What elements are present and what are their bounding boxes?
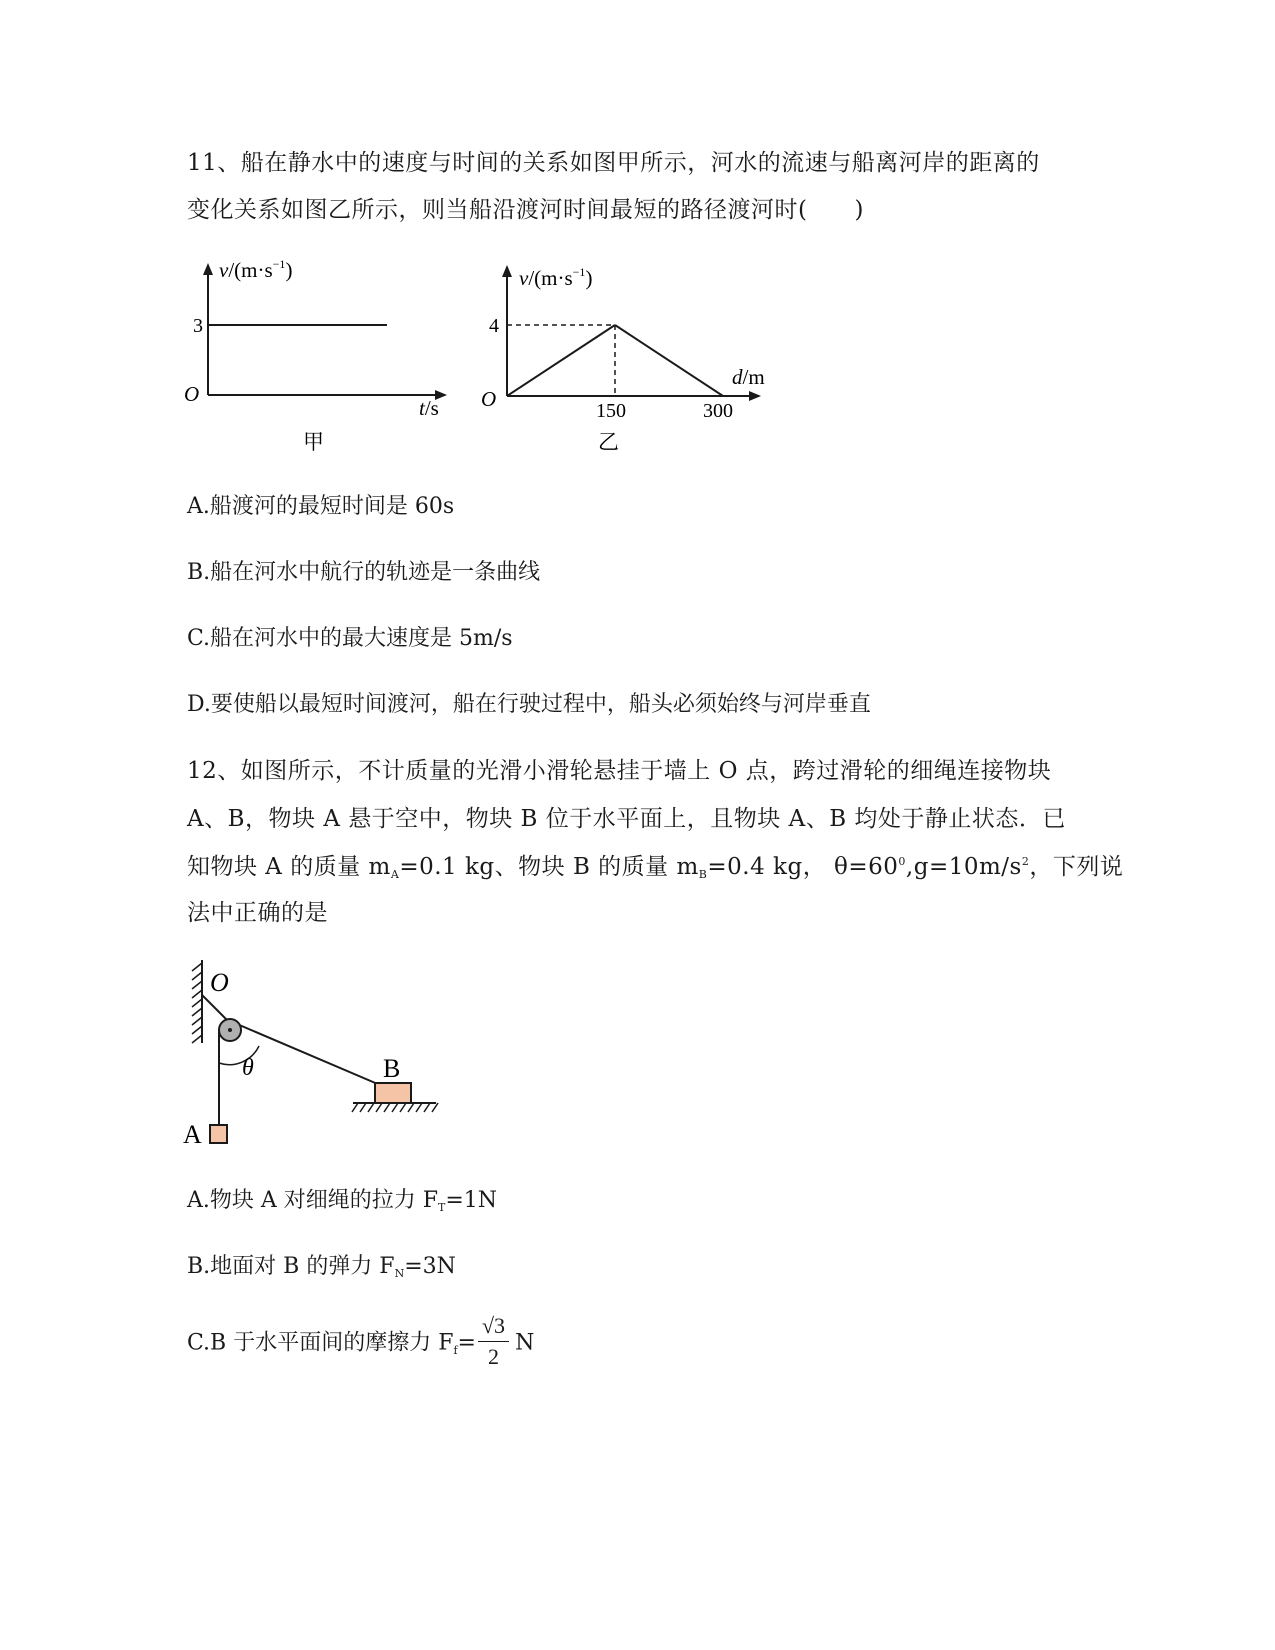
yi-x-tick-150: 150 bbox=[596, 400, 626, 422]
jia-y-label: $v/(m\cdot s^{-1})$ bbox=[219, 257, 293, 282]
yi-origin: O bbox=[481, 387, 497, 411]
yi-caption: 乙 bbox=[598, 430, 619, 454]
block-a-label: A bbox=[183, 1120, 202, 1149]
yi-rise-line bbox=[507, 325, 615, 396]
block-b-label: B bbox=[383, 1054, 401, 1083]
jia-x-label: t/s bbox=[419, 396, 439, 420]
pulley-axle bbox=[228, 1028, 232, 1032]
graph-yi bbox=[481, 265, 765, 454]
yi-x-label: d/m bbox=[732, 365, 765, 389]
block-b bbox=[375, 1083, 411, 1103]
jia-caption: 甲 bbox=[303, 430, 324, 454]
jia-y-tick-3: 3 bbox=[193, 315, 203, 337]
yi-x-tick-300: 300 bbox=[703, 400, 733, 422]
q11-figures bbox=[175, 255, 975, 465]
q12-stem-line4: 法中正确的是 bbox=[187, 900, 328, 926]
q11-stem-line1: 11、船在静水中的速度与时间的关系如图甲所示，河水的流速与船离河岸的距离的 bbox=[187, 150, 1040, 176]
q11-option-a: A.船渡河的最短时间是 60s bbox=[187, 494, 455, 519]
ground-hatching bbox=[352, 1103, 438, 1112]
fraction-sqrt3-over-2: $\frac{√3}{2}$ bbox=[478, 1313, 509, 1370]
q12-stem-line2: A、B，物块 A 悬于空中，物块 B 位于水平面上，且物块 A、B 均处于静止状态．已 bbox=[187, 806, 1066, 832]
q11-stem-line2: 变化关系如图乙所示，则当船沿渡河时间最短的路径渡河时( ) bbox=[187, 197, 864, 223]
wall-hatching bbox=[192, 963, 202, 1043]
q12-pulley-figure bbox=[180, 955, 460, 1155]
yi-y-label: $v/(m\cdot s^{-1})$ bbox=[519, 265, 593, 290]
point-o-label: O bbox=[210, 968, 229, 997]
theta-label: θ bbox=[242, 1055, 254, 1081]
block-a bbox=[210, 1125, 227, 1143]
q11-option-d: D.要使船以最短时间渡河，船在行驶过程中，船头必须始终与河岸垂直 bbox=[187, 692, 871, 717]
yi-y-tick-4: 4 bbox=[489, 315, 499, 337]
q12-option-b: B.地面对 B 的弹力 FN=3N bbox=[187, 1254, 456, 1280]
q12-stem-line1: 12、如图所示，不计质量的光滑小滑轮悬挂于墙上 O 点，跨过滑轮的细绳连接物块 bbox=[187, 758, 1052, 784]
graph-jia bbox=[184, 257, 445, 454]
yi-fall-line bbox=[615, 325, 723, 396]
q11-option-b: B.船在河水中航行的轨迹是一条曲线 bbox=[187, 560, 541, 585]
jia-origin: O bbox=[184, 382, 200, 406]
q12-option-a: A.物块 A 对细绳的拉力 FT=1N bbox=[187, 1188, 498, 1214]
q12-option-c: C.B 于水平面间的摩擦力 Ff= $\frac{√3}{2}$ N bbox=[187, 1313, 535, 1369]
q11-option-c: C.船在河水中的最大速度是 5m/s bbox=[187, 626, 513, 651]
q12-stem-line3: 知物块 A 的质量 mA=0.1 kg、物块 B 的质量 mB=0.4 kg， $\theta=60^0,g=10m/s^2$，下列说 bbox=[187, 854, 1124, 881]
